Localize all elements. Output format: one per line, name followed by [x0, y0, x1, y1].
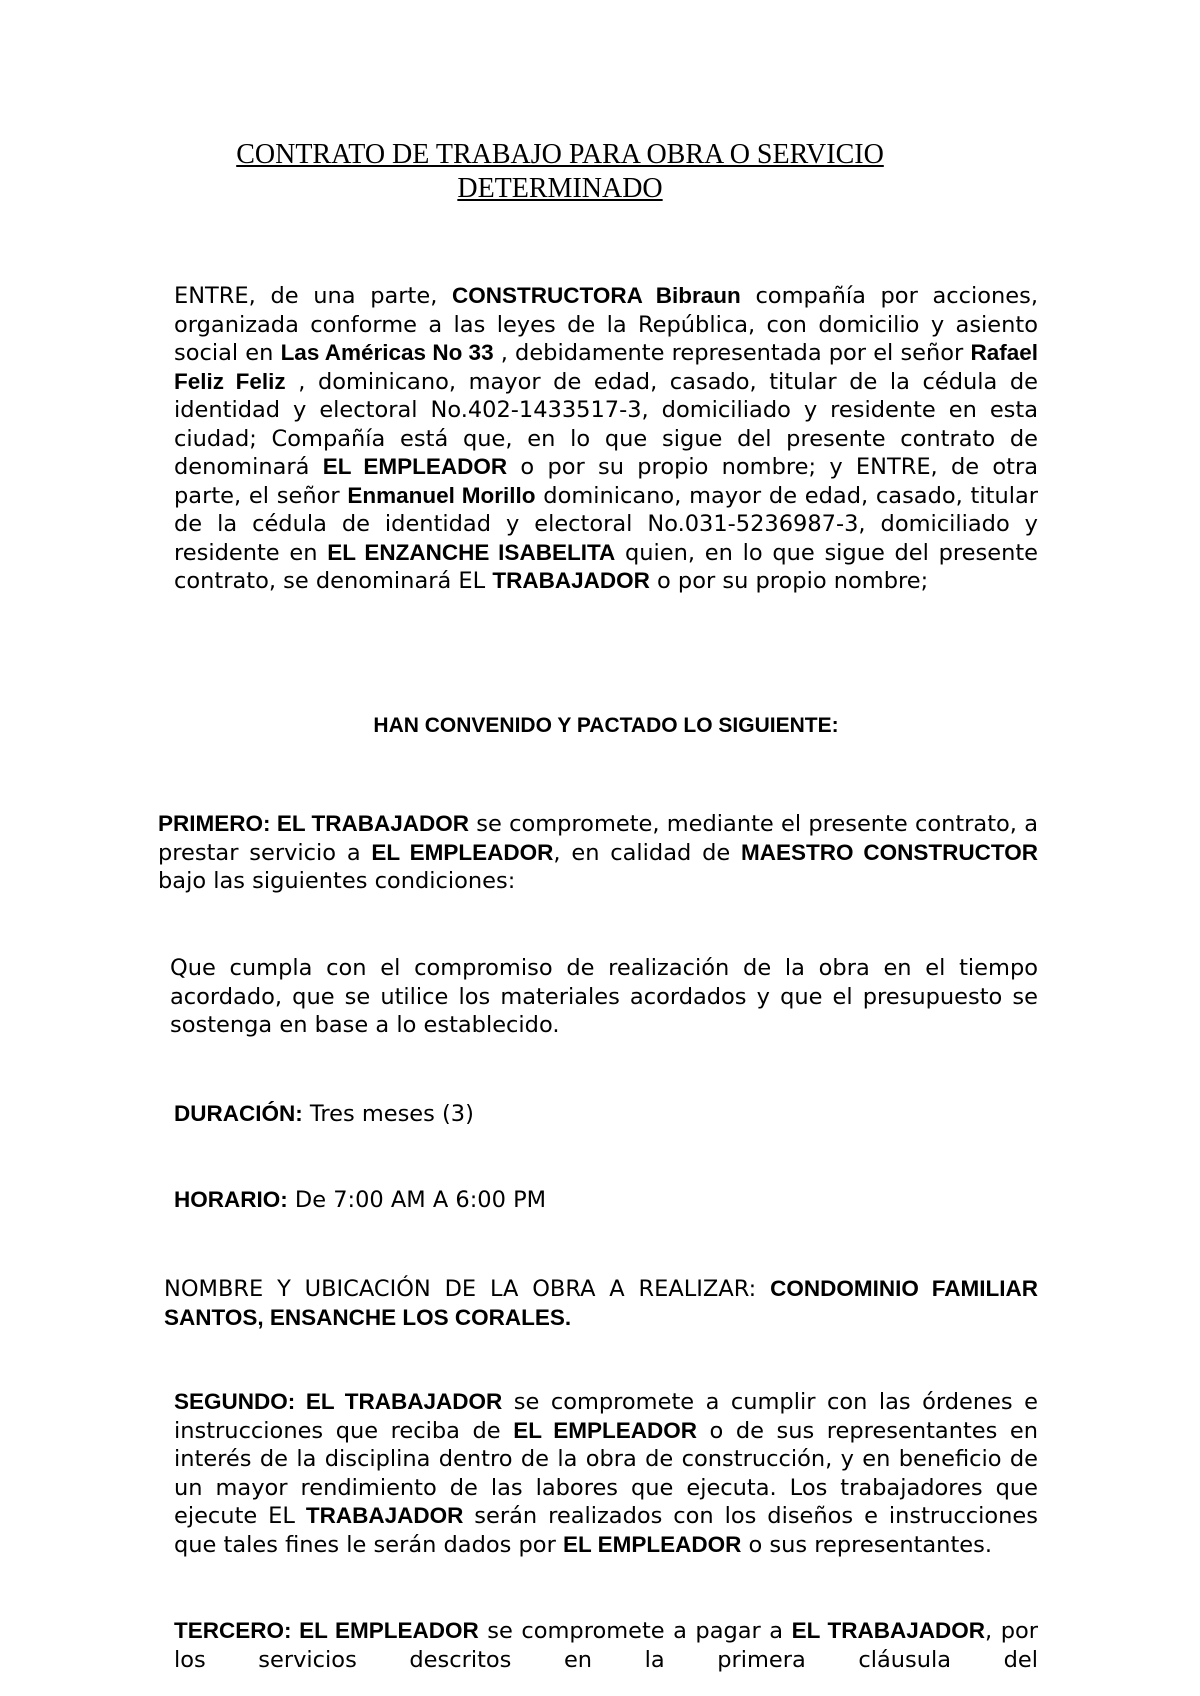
work-location-value: CONDOMINIO FAMILIAR SANTOS, ENSANCHE LOS CORALES.: [164, 1276, 1038, 1330]
title-line-2: DETERMINADO: [457, 173, 663, 204]
intro-paragraph: ENTRE, de una parte, CONSTRUCTORA Bibraun compañía por acciones, organizada conforme a las leyes de la República, con domicilio y asiento social en Las Américas No 33 , debidamente representada por el señor Rafael Feliz Feliz , dominicano, mayor de edad, casado, titular de la cédula de identidad y electoral No.402-1433517-3, domiciliado y residente en esta ciudad; Compañía está que, en lo que sigue del presente contrato de denominará EL EMPLEADOR o por su propio nombre; y ENTRE, de otra parte, el señor Enmanuel Morillo dominicano, mayor de edad, casado, titular de la cédula de identidad y electoral No.031-5236987-3, domiciliado y residente en EL ENZANCHE ISABELITA quien, en lo que sigue del presente contrato, se denominará EL TRABAJADOR o por su propio nombre;: [174, 283, 1039, 594]
section-heading: HAN CONVENIDO Y PACTADO LO SIGUIENTE:: [373, 714, 839, 737]
clause-tercero: TERCERO: EL EMPLEADOR se compromete a pagar a EL TRABAJADOR, por los servicios descritos en la primera cláusula del: [174, 1618, 1038, 1673]
clause-segundo-label: SEGUNDO: EL TRABAJADOR: [174, 1389, 503, 1414]
clause-segundo: SEGUNDO: EL TRABAJADOR se compromete a cumplir con las órdenes e instrucciones que reciba de EL EMPLEADOR o de sus representantes en interés de la disciplina dentro de la obra de construcción, y en beneficio de un mayor rendimiento de las labores que ejecuta. Los trabajadores que ejecute EL TRABAJADOR serán realizados con los diseños e instrucciones que tales fines le serán dados por EL EMPLEADOR o sus representantes.: [174, 1389, 1038, 1558]
worker-term: TRABAJADOR: [492, 568, 650, 593]
employer-term: EL EMPLEADOR: [322, 454, 508, 479]
contract-title: [170, 138, 950, 206]
schedule-label: HORARIO:: [174, 1187, 288, 1212]
representative-name: Rafael Feliz Feliz: [174, 340, 1038, 394]
work-location-label: NOMBRE Y UBICACIÓN DE LA OBRA A REALIZAR:: [164, 1276, 771, 1302]
worker-name: Enmanuel Morillo: [347, 482, 536, 508]
conditions-paragraph: Que cumpla con el compromiso de realización de la obra en el tiempo acordado, que se utilice los materiales acordados y que el presupuesto se sostenga en base a lo establecido.: [170, 955, 1038, 1038]
schedule-value: De 7:00 AM A 6:00 PM: [287, 1187, 547, 1213]
duration-label: DURACIÓN:: [174, 1101, 303, 1126]
schedule-line: [174, 1186, 1038, 1215]
duration-line: [174, 1100, 1038, 1129]
job-position: MAESTRO CONSTRUCTOR: [741, 839, 1038, 865]
clause-tercero-label: TERCERO: EL EMPLEADOR: [174, 1618, 479, 1643]
clause-primero-label: PRIMERO: EL TRABAJADOR: [158, 811, 470, 836]
clause-primero: PRIMERO: EL TRABAJADOR se compromete, mediante el presente contrato, a prestar servicio a EL EMPLEADOR, en calidad de MAESTRO CONSTRUCTOR bajo las siguientes condiciones:: [158, 811, 1038, 894]
company-name: CONSTRUCTORA Bibraun: [452, 283, 741, 308]
work-location-paragraph: [164, 1275, 1038, 1332]
worker-address: EL ENZANCHE ISABELITA: [327, 539, 616, 565]
title-line-1: CONTRATO DE TRABAJO PARA OBRA O SERVICIO: [236, 139, 884, 170]
company-address: Las Américas No 33: [280, 340, 494, 365]
duration-value: Tres meses (3): [302, 1101, 474, 1127]
